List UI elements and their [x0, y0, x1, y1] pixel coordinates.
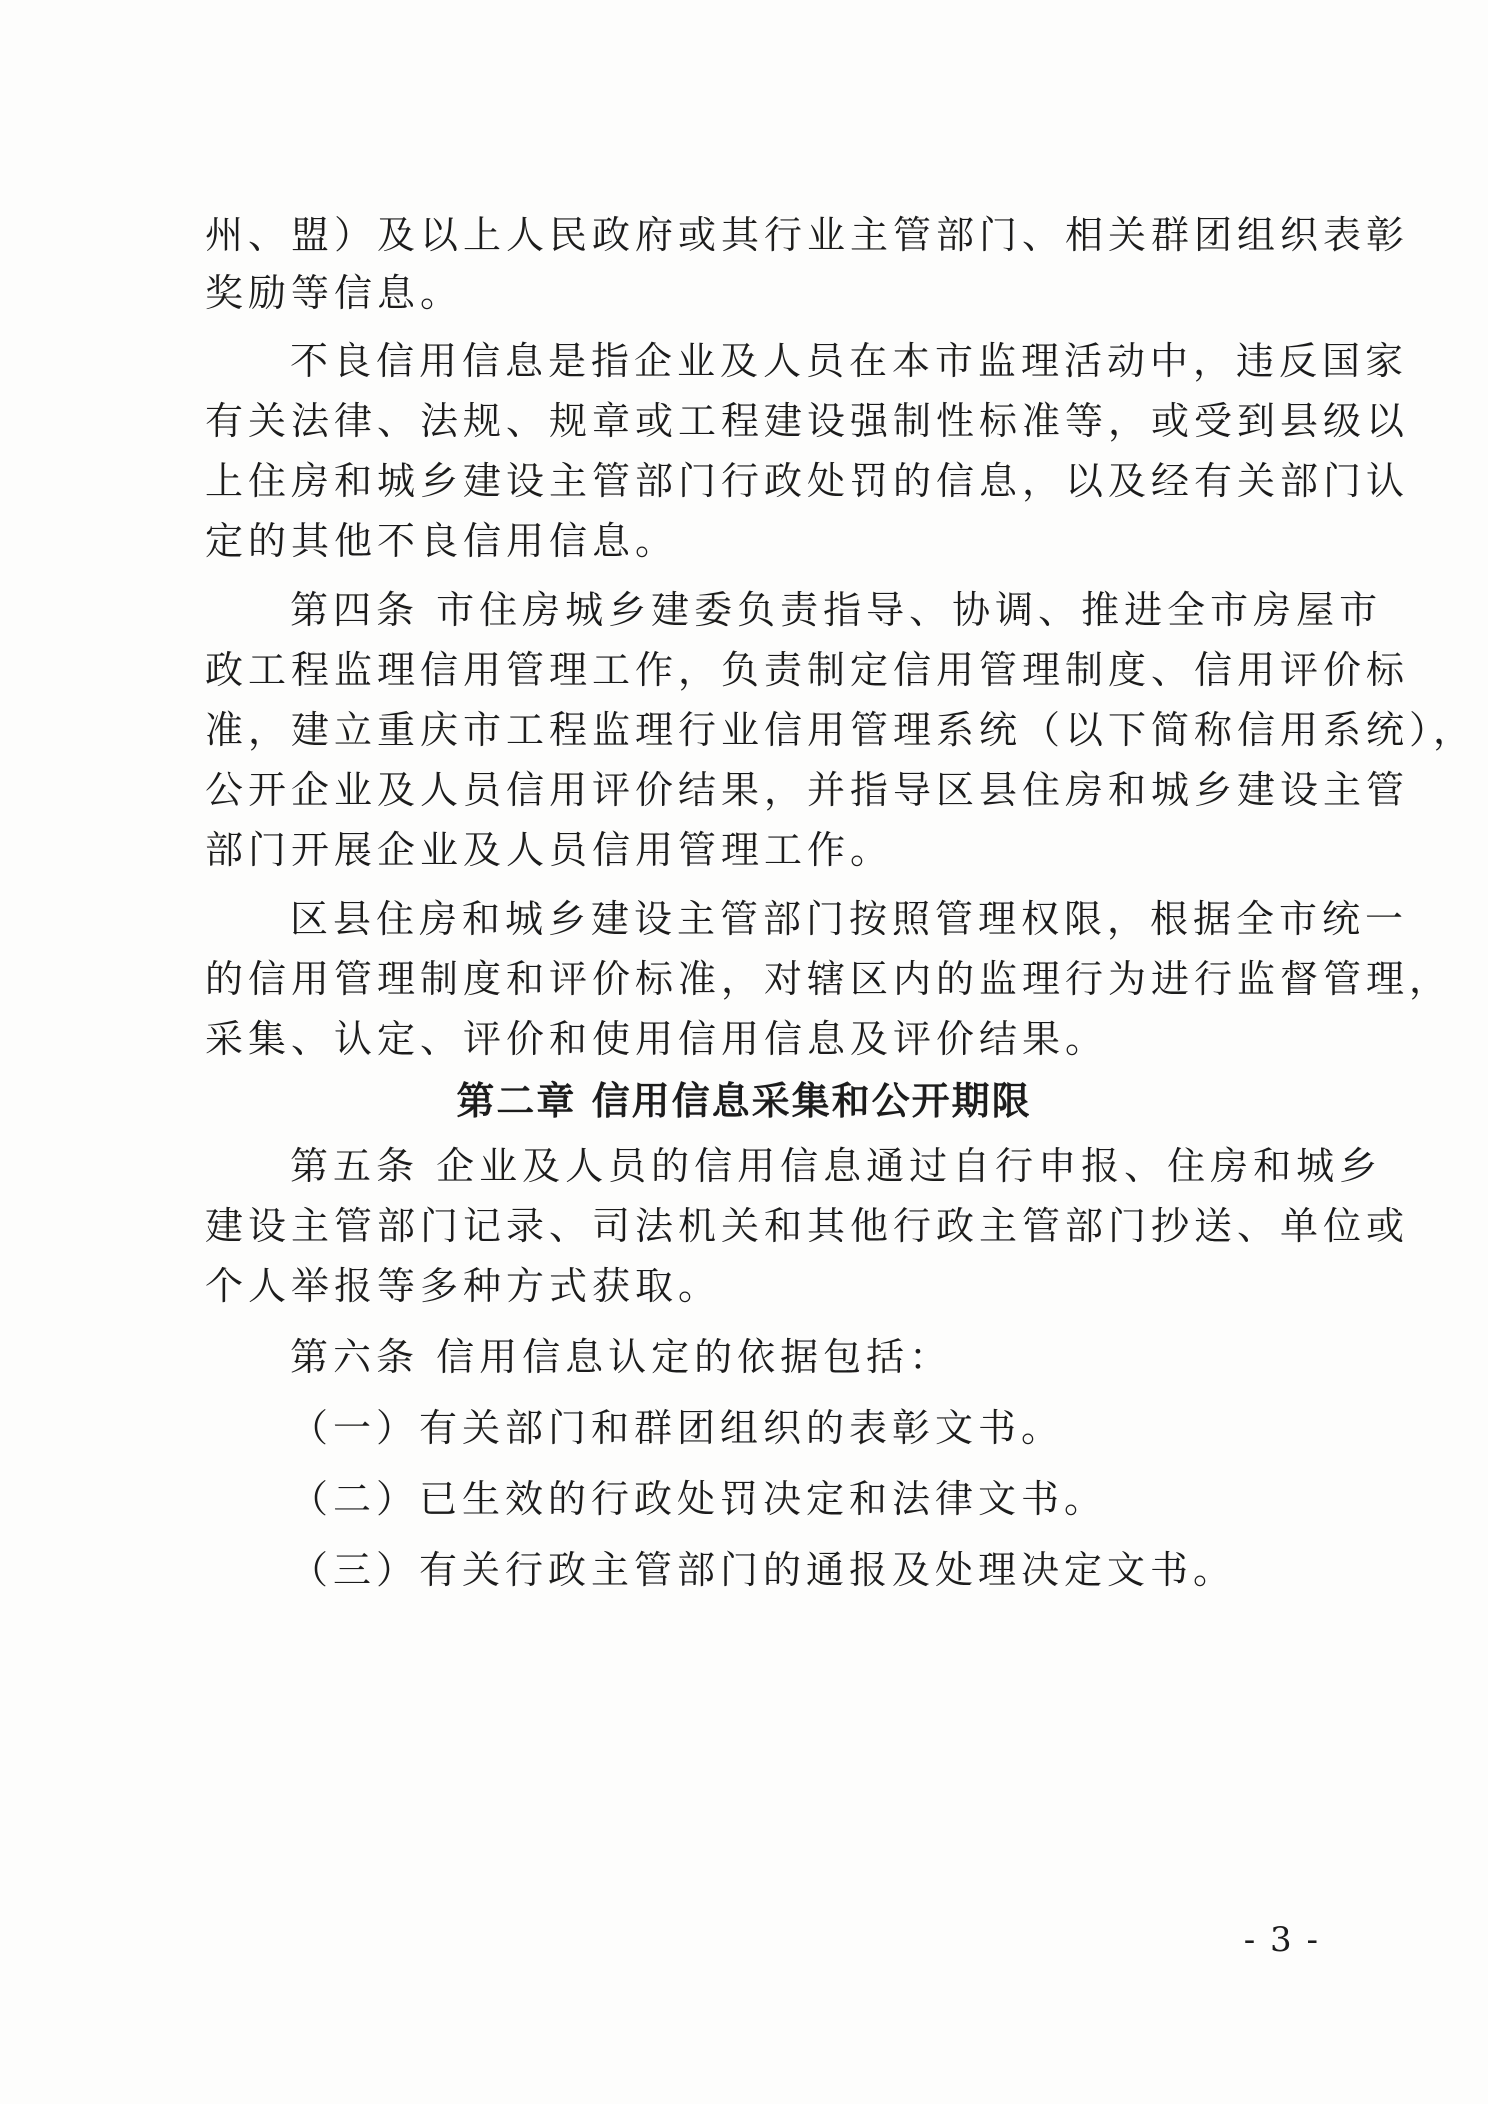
text-line: 不良信用信息是指企业及人员在本市监理活动中，违反国家 [290, 339, 1409, 383]
text-line: 上住房和城乡建设主管部门行政处罚的信息，以及经有关部门认 [205, 459, 1410, 503]
text-line: （二）已生效的行政处罚决定和法律文书。 [290, 1477, 1108, 1521]
text-line: 建设主管部门记录、司法机关和其他行政主管部门抄送、单位或 [205, 1204, 1410, 1248]
text-line: 个人举报等多种方式获取。 [205, 1264, 722, 1308]
text-line: 州、盟）及以上人民政府或其行业主管部门、相关群团组织表彰 [205, 213, 1410, 257]
text-line: 区县住房和城乡建设主管部门按照管理权限，根据全市统一 [290, 897, 1409, 941]
chapter-heading: 第二章 信用信息采集和公开期限 [456, 1079, 1032, 1123]
text-line: 公开企业及人员信用评价结果，并指导区县住房和城乡建设主管 [205, 768, 1410, 812]
text-line: 部门开展企业及人员信用管理工作。 [205, 828, 894, 872]
text-line: 第六条 信用信息认定的依据包括： [290, 1335, 953, 1379]
text-line: 第五条 企业及人员的信用信息通过自行申报、住房和城乡 [290, 1144, 1383, 1188]
text-line: 准，建立重庆市工程监理行业信用管理系统（以下简称信用系统）， [205, 708, 1477, 752]
text-line: 采集、认定、评价和使用信用信息及评价结果。 [205, 1017, 1109, 1061]
text-line: 第四条 市住房城乡建委负责指导、协调、推进全市房屋市 [290, 588, 1383, 632]
text-line: 政工程监理信用管理工作，负责制定信用管理制度、信用评价标 [205, 648, 1410, 692]
text-line: （三）有关行政主管部门的通报及处理决定文书。 [290, 1548, 1237, 1592]
text-line: （一）有关部门和群团组织的表彰文书。 [290, 1406, 1065, 1450]
text-line: 有关法律、法规、规章或工程建设强制性标准等，或受到县级以 [205, 399, 1410, 443]
text-line: 奖励等信息。 [205, 271, 464, 315]
page-number: - 3 - [1243, 1920, 1320, 1960]
text-line: 的信用管理制度和评价标准，对辖区内的监理行为进行监督管理， [205, 957, 1453, 1001]
text-line: 定的其他不良信用信息。 [205, 519, 679, 563]
